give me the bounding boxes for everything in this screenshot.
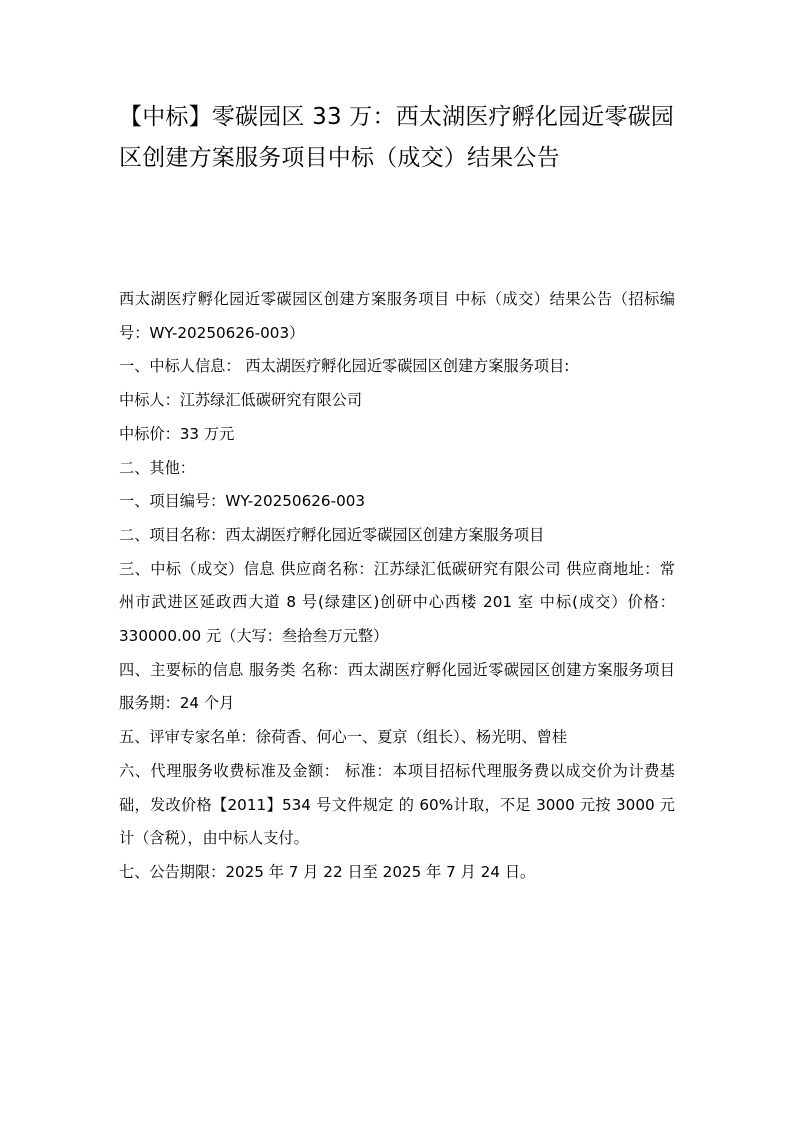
notice-period: 七、公告期限：2025 年 7 月 22 日至 2025 年 7 月 24 日。 <box>119 862 536 881</box>
expert-list: 五、评审专家名单：徐荷香、何心一、夏京（组长）、杨光明、曾桂 <box>119 728 568 747</box>
document-body <box>119 283 675 890</box>
section-other: 二、其他： <box>119 458 195 477</box>
document-title: 【中标】零碳园区 33 万：西太湖医疗孵化园近零碳园区创建方案服务项目中标（成交）结果公告 <box>119 104 675 171</box>
main-subject-info: 四、主要标的信息 服务类 名称：西太湖医疗孵化园近零碳园区创建方案服务项目 服务期：24 个月 <box>119 660 675 713</box>
project-name: 二、项目名称：西太湖医疗孵化园近零碳园区创建方案服务项目 <box>119 525 545 544</box>
project-number: 一、项目编号：WY-20250626-003 <box>119 492 366 511</box>
section-winner-info: 一、中标人信息： 西太湖医疗孵化园近零碳园区创建方案服务项目: <box>119 357 570 376</box>
announcement-intro: 西太湖医疗孵化园近零碳园区创建方案服务项目 中标（成交）结果公告（招标编号：WY-20250626-003） <box>119 290 675 342</box>
winner-name: 中标人：江苏绿汇低碳研究有限公司 <box>119 391 362 410</box>
award-info: 三、中标（成交）信息 供应商名称：江苏绿汇低碳研究有限公司 供应商地址：常州市武进区延政西大道 8 号(绿建区)创研中心西楼 201 室 中标(成交）价格：330000.00 元（大写：叁拾叁万元整） <box>119 559 675 646</box>
agency-fee: 六、代理服务收费标准及金额： 标准：本项目招标代理服务费以成交价为计费基础，发改价格【2011】534 号文件规定 的 60%计取，不足 3000 元按 3000 元计（含税），由中标人支付。 <box>119 761 675 848</box>
winning-price: 中标价：33 万元 <box>119 424 235 443</box>
